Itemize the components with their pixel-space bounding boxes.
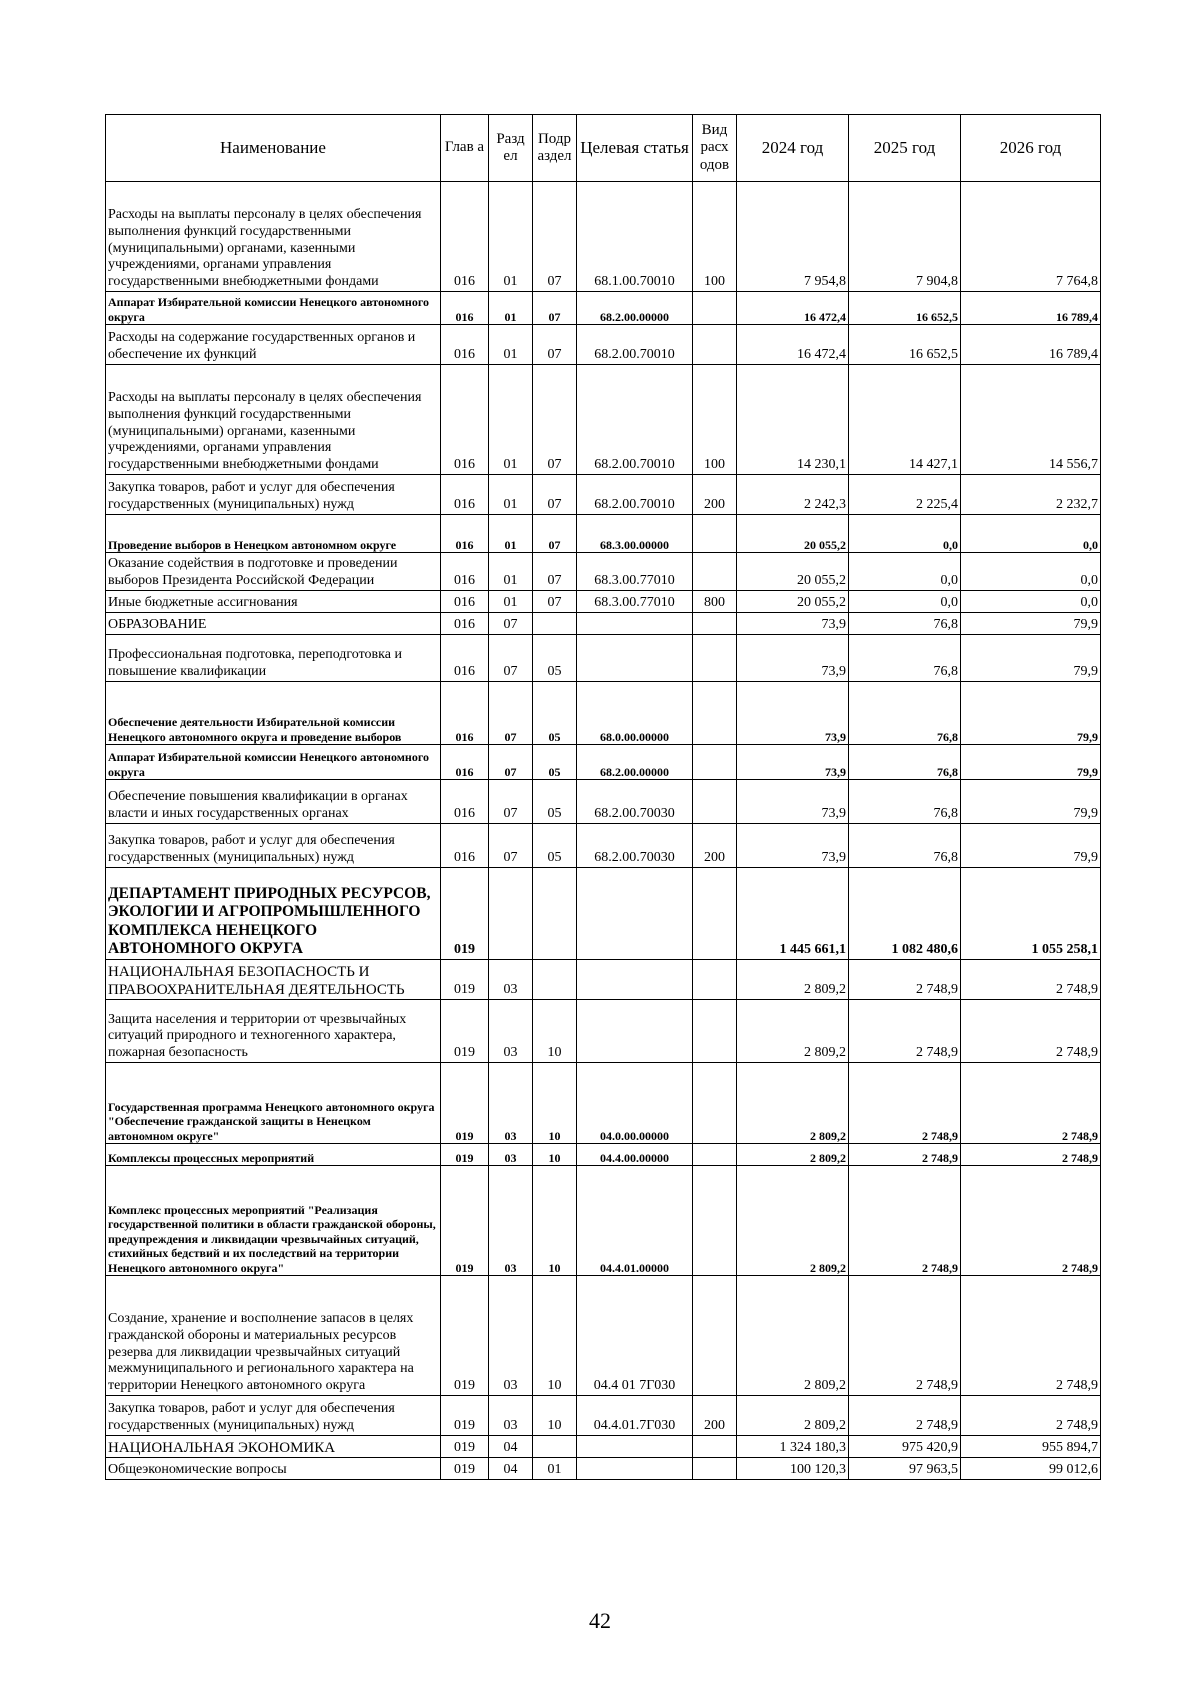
row-name: Иные бюджетные ассигнования: [106, 591, 441, 613]
row-podrazdel: 10: [533, 1396, 577, 1436]
row-celevaya-statya: 68.2.00.00000: [577, 292, 693, 325]
header-2026: 2026 год: [961, 115, 1101, 182]
row-podrazdel: 10: [533, 1166, 577, 1276]
row-podrazdel: 07: [533, 515, 577, 553]
row-amount-2025: 0,0: [849, 553, 961, 591]
row-amount-2025: 16 652,5: [849, 292, 961, 325]
row-amount-2024: 1 324 180,3: [737, 1436, 849, 1458]
row-podrazdel: 07: [533, 553, 577, 591]
row-glava: 016: [441, 553, 489, 591]
table-row: [106, 745, 1101, 780]
row-glava: 019: [441, 1436, 489, 1458]
row-amount-2026: 955 894,7: [961, 1436, 1101, 1458]
row-name: ОБРАЗОВАНИЕ: [106, 613, 441, 635]
row-razdel: 07: [489, 682, 533, 745]
row-amount-2025: 2 748,9: [849, 1000, 961, 1063]
row-amount-2024: 7 954,8: [737, 182, 849, 292]
row-vid-rashodov: [693, 1166, 737, 1276]
row-name: Комплексы процессных мероприятий: [106, 1144, 441, 1166]
row-vid-rashodov: 200: [693, 475, 737, 515]
row-glava: 016: [441, 475, 489, 515]
row-vid-rashodov: [693, 1458, 737, 1480]
row-amount-2026: 79,9: [961, 635, 1101, 682]
row-name: Обеспечение деятельности Избирательной комиссии Ненецкого автономного округа и проведение выборов: [106, 682, 441, 745]
row-amount-2025: 14 427,1: [849, 365, 961, 475]
row-celevaya-statya: 68.2.00.70010: [577, 365, 693, 475]
row-name: Комплекс процессных мероприятий "Реализация государственной политики в области гражданской обороны, предупреждения и ликвидации чрезвычайных ситуаций, стихийных бедствий и их последствий на территории Ненецкого автономного округа": [106, 1166, 441, 1276]
header-celevaya-statya: Целевая статья: [577, 115, 693, 182]
row-name: Расходы на выплаты персоналу в целях обеспечения выполнения функций государственными (муниципальными) органами, казенными учреждениями, органами управления государственными внебюджетными фондами: [106, 182, 441, 292]
row-amount-2026: 2 748,9: [961, 1063, 1101, 1144]
row-podrazdel: 10: [533, 1276, 577, 1396]
row-amount-2026: 2 748,9: [961, 1276, 1101, 1396]
header-vid-rashodov: Вид расх одов: [693, 115, 737, 182]
row-podrazdel: 07: [533, 365, 577, 475]
row-amount-2026: 2 748,9: [961, 960, 1101, 1000]
row-amount-2024: 73,9: [737, 780, 849, 824]
row-razdel: 03: [489, 960, 533, 1000]
table-row: [106, 1458, 1101, 1480]
row-amount-2025: 2 748,9: [849, 1144, 961, 1166]
row-name: Закупка товаров, работ и услуг для обеспечения государственных (муниципальных) нужд: [106, 1396, 441, 1436]
row-amount-2026: 79,9: [961, 780, 1101, 824]
row-podrazdel: 10: [533, 1144, 577, 1166]
table-row: [106, 1063, 1101, 1144]
row-podrazdel: 07: [533, 182, 577, 292]
row-razdel: 03: [489, 1276, 533, 1396]
row-amount-2026: 7 764,8: [961, 182, 1101, 292]
row-celevaya-statya: 04.4.01.00000: [577, 1166, 693, 1276]
row-razdel: 04: [489, 1436, 533, 1458]
row-celevaya-statya: 04.4.01.7Г030: [577, 1396, 693, 1436]
table-row: [106, 682, 1101, 745]
row-vid-rashodov: [693, 1276, 737, 1396]
row-name: Защита населения и территории от чрезвычайных ситуаций природного и техногенного характера, пожарная безопасность: [106, 1000, 441, 1063]
row-amount-2024: 2 809,2: [737, 960, 849, 1000]
row-amount-2024: 2 809,2: [737, 1166, 849, 1276]
row-amount-2024: 2 242,3: [737, 475, 849, 515]
row-celevaya-statya: 68.2.00.00000: [577, 745, 693, 780]
row-razdel: [489, 868, 533, 960]
row-celevaya-statya: 68.0.00.00000: [577, 682, 693, 745]
row-glava: 016: [441, 591, 489, 613]
row-celevaya-statya: 04.4 01 7Г030: [577, 1276, 693, 1396]
table-row: [106, 868, 1101, 960]
row-celevaya-statya: [577, 1436, 693, 1458]
row-amount-2025: 2 748,9: [849, 1276, 961, 1396]
header-name: Наименование: [106, 115, 441, 182]
row-celevaya-statya: 68.3.00.77010: [577, 591, 693, 613]
row-vid-rashodov: [693, 325, 737, 365]
row-name: НАЦИОНАЛЬНАЯ БЕЗОПАСНОСТЬ И ПРАВООХРАНИТЕЛЬНАЯ ДЕЯТЕЛЬНОСТЬ: [106, 960, 441, 1000]
row-vid-rashodov: [693, 292, 737, 325]
row-podrazdel: [533, 613, 577, 635]
table-row: [106, 613, 1101, 635]
row-razdel: 01: [489, 325, 533, 365]
row-razdel: 07: [489, 745, 533, 780]
row-razdel: 07: [489, 613, 533, 635]
row-amount-2026: 0,0: [961, 515, 1101, 553]
row-vid-rashodov: [693, 515, 737, 553]
row-razdel: 01: [489, 591, 533, 613]
row-celevaya-statya: 04.4.00.00000: [577, 1144, 693, 1166]
table-row: [106, 1144, 1101, 1166]
row-amount-2024: 16 472,4: [737, 292, 849, 325]
row-vid-rashodov: 200: [693, 1396, 737, 1436]
row-amount-2024: 2 809,2: [737, 1144, 849, 1166]
row-name: Закупка товаров, работ и услуг для обеспечения государственных (муниципальных) нужд: [106, 824, 441, 868]
row-razdel: 07: [489, 824, 533, 868]
row-amount-2025: 0,0: [849, 515, 961, 553]
row-name: Общеэкономические вопросы: [106, 1458, 441, 1480]
row-glava: 016: [441, 182, 489, 292]
row-amount-2024: 100 120,3: [737, 1458, 849, 1480]
row-amount-2026: 14 556,7: [961, 365, 1101, 475]
row-name: Закупка товаров, работ и услуг для обеспечения государственных (муниципальных) нужд: [106, 475, 441, 515]
row-razdel: 03: [489, 1144, 533, 1166]
row-vid-rashodov: [693, 745, 737, 780]
row-amount-2024: 2 809,2: [737, 1000, 849, 1063]
header-2025: 2025 год: [849, 115, 961, 182]
row-podrazdel: 07: [533, 591, 577, 613]
row-razdel: 03: [489, 1063, 533, 1144]
row-amount-2025: 2 748,9: [849, 960, 961, 1000]
row-amount-2025: 2 748,9: [849, 1166, 961, 1276]
row-celevaya-statya: 68.3.00.00000: [577, 515, 693, 553]
header-2024: 2024 год: [737, 115, 849, 182]
row-glava: 016: [441, 515, 489, 553]
row-amount-2025: 975 420,9: [849, 1436, 961, 1458]
row-vid-rashodov: [693, 1436, 737, 1458]
table-row: [106, 1396, 1101, 1436]
row-glava: 016: [441, 682, 489, 745]
row-celevaya-statya: [577, 960, 693, 1000]
table-row: [106, 325, 1101, 365]
row-amount-2024: 20 055,2: [737, 515, 849, 553]
row-amount-2026: 2 232,7: [961, 475, 1101, 515]
row-amount-2025: 2 225,4: [849, 475, 961, 515]
row-amount-2026: 16 789,4: [961, 292, 1101, 325]
table-row: [106, 292, 1101, 325]
row-podrazdel: [533, 1436, 577, 1458]
row-vid-rashodov: 100: [693, 182, 737, 292]
row-celevaya-statya: 68.2.00.70010: [577, 475, 693, 515]
row-amount-2026: 2 748,9: [961, 1144, 1101, 1166]
row-podrazdel: 07: [533, 475, 577, 515]
row-podrazdel: 05: [533, 682, 577, 745]
row-amount-2026: 1 055 258,1: [961, 868, 1101, 960]
row-amount-2025: 76,8: [849, 745, 961, 780]
row-razdel: 01: [489, 292, 533, 325]
row-glava: 016: [441, 292, 489, 325]
row-razdel: 03: [489, 1396, 533, 1436]
row-vid-rashodov: 100: [693, 365, 737, 475]
row-amount-2024: 73,9: [737, 745, 849, 780]
row-name: Оказание содействия в подготовке и проведении выборов Президента Российской Федерации: [106, 553, 441, 591]
row-vid-rashodov: [693, 868, 737, 960]
row-vid-rashodov: [693, 553, 737, 591]
row-celevaya-statya: [577, 635, 693, 682]
row-amount-2025: 76,8: [849, 613, 961, 635]
table-row: [106, 960, 1101, 1000]
row-podrazdel: 10: [533, 1063, 577, 1144]
header-razdel: Разд ел: [489, 115, 533, 182]
row-celevaya-statya: 68.2.00.70010: [577, 325, 693, 365]
row-amount-2026: 16 789,4: [961, 325, 1101, 365]
table-row: [106, 515, 1101, 553]
row-razdel: 04: [489, 1458, 533, 1480]
row-name: Профессиональная подготовка, переподготовка и повышение квалификации: [106, 635, 441, 682]
row-vid-rashodov: [693, 780, 737, 824]
row-glava: 019: [441, 1166, 489, 1276]
row-amount-2026: 79,9: [961, 824, 1101, 868]
row-celevaya-statya: 68.3.00.77010: [577, 553, 693, 591]
table-row: [106, 824, 1101, 868]
page-number: 42: [589, 1608, 611, 1633]
row-name: Государственная программа Ненецкого автономного округа "Обеспечение гражданской защиты в Ненецком автономном округе": [106, 1063, 441, 1144]
row-razdel: 01: [489, 553, 533, 591]
row-celevaya-statya: [577, 1000, 693, 1063]
row-glava: 019: [441, 868, 489, 960]
row-amount-2025: 76,8: [849, 635, 961, 682]
row-amount-2026: 2 748,9: [961, 1166, 1101, 1276]
row-name: Проведение выборов в Ненецком автономном округе: [106, 515, 441, 553]
row-amount-2024: 2 809,2: [737, 1063, 849, 1144]
table-row: [106, 475, 1101, 515]
row-amount-2026: 79,9: [961, 613, 1101, 635]
row-podrazdel: 10: [533, 1000, 577, 1063]
table-row: [106, 591, 1101, 613]
row-vid-rashodov: [693, 1063, 737, 1144]
row-vid-rashodov: 200: [693, 824, 737, 868]
row-vid-rashodov: 800: [693, 591, 737, 613]
row-razdel: 07: [489, 635, 533, 682]
row-razdel: 01: [489, 365, 533, 475]
row-amount-2025: 76,8: [849, 824, 961, 868]
row-celevaya-statya: [577, 613, 693, 635]
row-podrazdel: 07: [533, 325, 577, 365]
row-razdel: 03: [489, 1000, 533, 1063]
row-amount-2024: 2 809,2: [737, 1396, 849, 1436]
row-amount-2024: 14 230,1: [737, 365, 849, 475]
table-row: [106, 780, 1101, 824]
row-vid-rashodov: [693, 613, 737, 635]
row-vid-rashodov: [693, 1000, 737, 1063]
row-podrazdel: 05: [533, 745, 577, 780]
row-amount-2026: 79,9: [961, 682, 1101, 745]
row-amount-2025: 0,0: [849, 591, 961, 613]
table-row: [106, 1276, 1101, 1396]
row-glava: 019: [441, 1458, 489, 1480]
row-podrazdel: 01: [533, 1458, 577, 1480]
row-amount-2026: 0,0: [961, 591, 1101, 613]
table-row: [106, 1000, 1101, 1063]
row-glava: 016: [441, 635, 489, 682]
row-glava: 016: [441, 365, 489, 475]
row-glava: 016: [441, 613, 489, 635]
row-amount-2025: 7 904,8: [849, 182, 961, 292]
table-row: [106, 553, 1101, 591]
row-celevaya-statya: 68.2.00.70030: [577, 780, 693, 824]
row-amount-2025: 76,8: [849, 780, 961, 824]
row-amount-2024: 73,9: [737, 824, 849, 868]
row-glava: 019: [441, 1000, 489, 1063]
row-razdel: 01: [489, 515, 533, 553]
row-amount-2024: 73,9: [737, 682, 849, 745]
row-name: ДЕПАРТАМЕНТ ПРИРОДНЫХ РЕСУРСОВ, ЭКОЛОГИИ И АГРОПРОМЫШЛЕННОГО КОМПЛЕКСА НЕНЕЦКОГО АВТОНОМНОГО ОКРУГА: [106, 868, 441, 960]
row-amount-2025: 2 748,9: [849, 1063, 961, 1144]
row-podrazdel: 05: [533, 780, 577, 824]
table-row: [106, 1436, 1101, 1458]
row-podrazdel: [533, 960, 577, 1000]
row-amount-2025: 76,8: [849, 682, 961, 745]
row-amount-2026: 0,0: [961, 553, 1101, 591]
row-amount-2024: 20 055,2: [737, 591, 849, 613]
row-amount-2024: 16 472,4: [737, 325, 849, 365]
row-glava: 019: [441, 960, 489, 1000]
row-podrazdel: 05: [533, 824, 577, 868]
row-vid-rashodov: [693, 960, 737, 1000]
row-podrazdel: 05: [533, 635, 577, 682]
row-amount-2026: 2 748,9: [961, 1396, 1101, 1436]
row-amount-2026: 2 748,9: [961, 1000, 1101, 1063]
header-podrazdel: Подр аздел: [533, 115, 577, 182]
table-row: [106, 365, 1101, 475]
table-body: [106, 182, 1101, 1480]
row-glava: 019: [441, 1396, 489, 1436]
header-glava: Глав а: [441, 115, 489, 182]
table-header-row: [106, 115, 1101, 182]
row-vid-rashodov: [693, 682, 737, 745]
row-razdel: 03: [489, 1166, 533, 1276]
row-amount-2026: 79,9: [961, 745, 1101, 780]
row-razdel: 07: [489, 780, 533, 824]
row-amount-2024: 20 055,2: [737, 553, 849, 591]
row-glava: 019: [441, 1276, 489, 1396]
row-name: Аппарат Избирательной комиссии Ненецкого автономного округа: [106, 745, 441, 780]
row-celevaya-statya: [577, 1458, 693, 1480]
row-vid-rashodov: [693, 1144, 737, 1166]
row-amount-2026: 99 012,6: [961, 1458, 1101, 1480]
row-glava: 019: [441, 1144, 489, 1166]
row-name: Обеспечение повышения квалификации в органах власти и иных государственных органах: [106, 780, 441, 824]
table-row: [106, 182, 1101, 292]
row-celevaya-statya: [577, 868, 693, 960]
row-amount-2025: 16 652,5: [849, 325, 961, 365]
row-razdel: 01: [489, 475, 533, 515]
row-name: Расходы на содержание государственных органов и обеспечение их функций: [106, 325, 441, 365]
row-amount-2024: 1 445 661,1: [737, 868, 849, 960]
row-podrazdel: 07: [533, 292, 577, 325]
row-amount-2025: 2 748,9: [849, 1396, 961, 1436]
row-celevaya-statya: 68.2.00.70030: [577, 824, 693, 868]
row-glava: 019: [441, 1063, 489, 1144]
row-name: Аппарат Избирательной комиссии Ненецкого автономного округа: [106, 292, 441, 325]
row-glava: 016: [441, 780, 489, 824]
row-name: НАЦИОНАЛЬНАЯ ЭКОНОМИКА: [106, 1436, 441, 1458]
table-row: [106, 635, 1101, 682]
row-celevaya-statya: 68.1.00.70010: [577, 182, 693, 292]
table-row: [106, 1166, 1101, 1276]
row-celevaya-statya: 04.0.00.00000: [577, 1063, 693, 1144]
row-amount-2025: 97 963,5: [849, 1458, 961, 1480]
row-podrazdel: [533, 868, 577, 960]
row-amount-2025: 1 082 480,6: [849, 868, 961, 960]
row-name: Создание, хранение и восполнение запасов в целях гражданской обороны и материальных ресурсов резерва для ликвидации чрезвычайных ситуаций межмуниципального и регионального характера на территории Ненецкого автономного округа: [106, 1276, 441, 1396]
row-glava: 016: [441, 824, 489, 868]
row-vid-rashodov: [693, 635, 737, 682]
row-glava: 016: [441, 325, 489, 365]
row-name: Расходы на выплаты персоналу в целях обеспечения выполнения функций государственными (муниципальными) органами, казенными учреждениями, органами управления государственными внебюджетными фондами: [106, 365, 441, 475]
budget-table: [105, 114, 1101, 1480]
row-glava: 016: [441, 745, 489, 780]
row-amount-2024: 73,9: [737, 613, 849, 635]
row-razdel: 01: [489, 182, 533, 292]
row-amount-2024: 2 809,2: [737, 1276, 849, 1396]
row-amount-2024: 73,9: [737, 635, 849, 682]
